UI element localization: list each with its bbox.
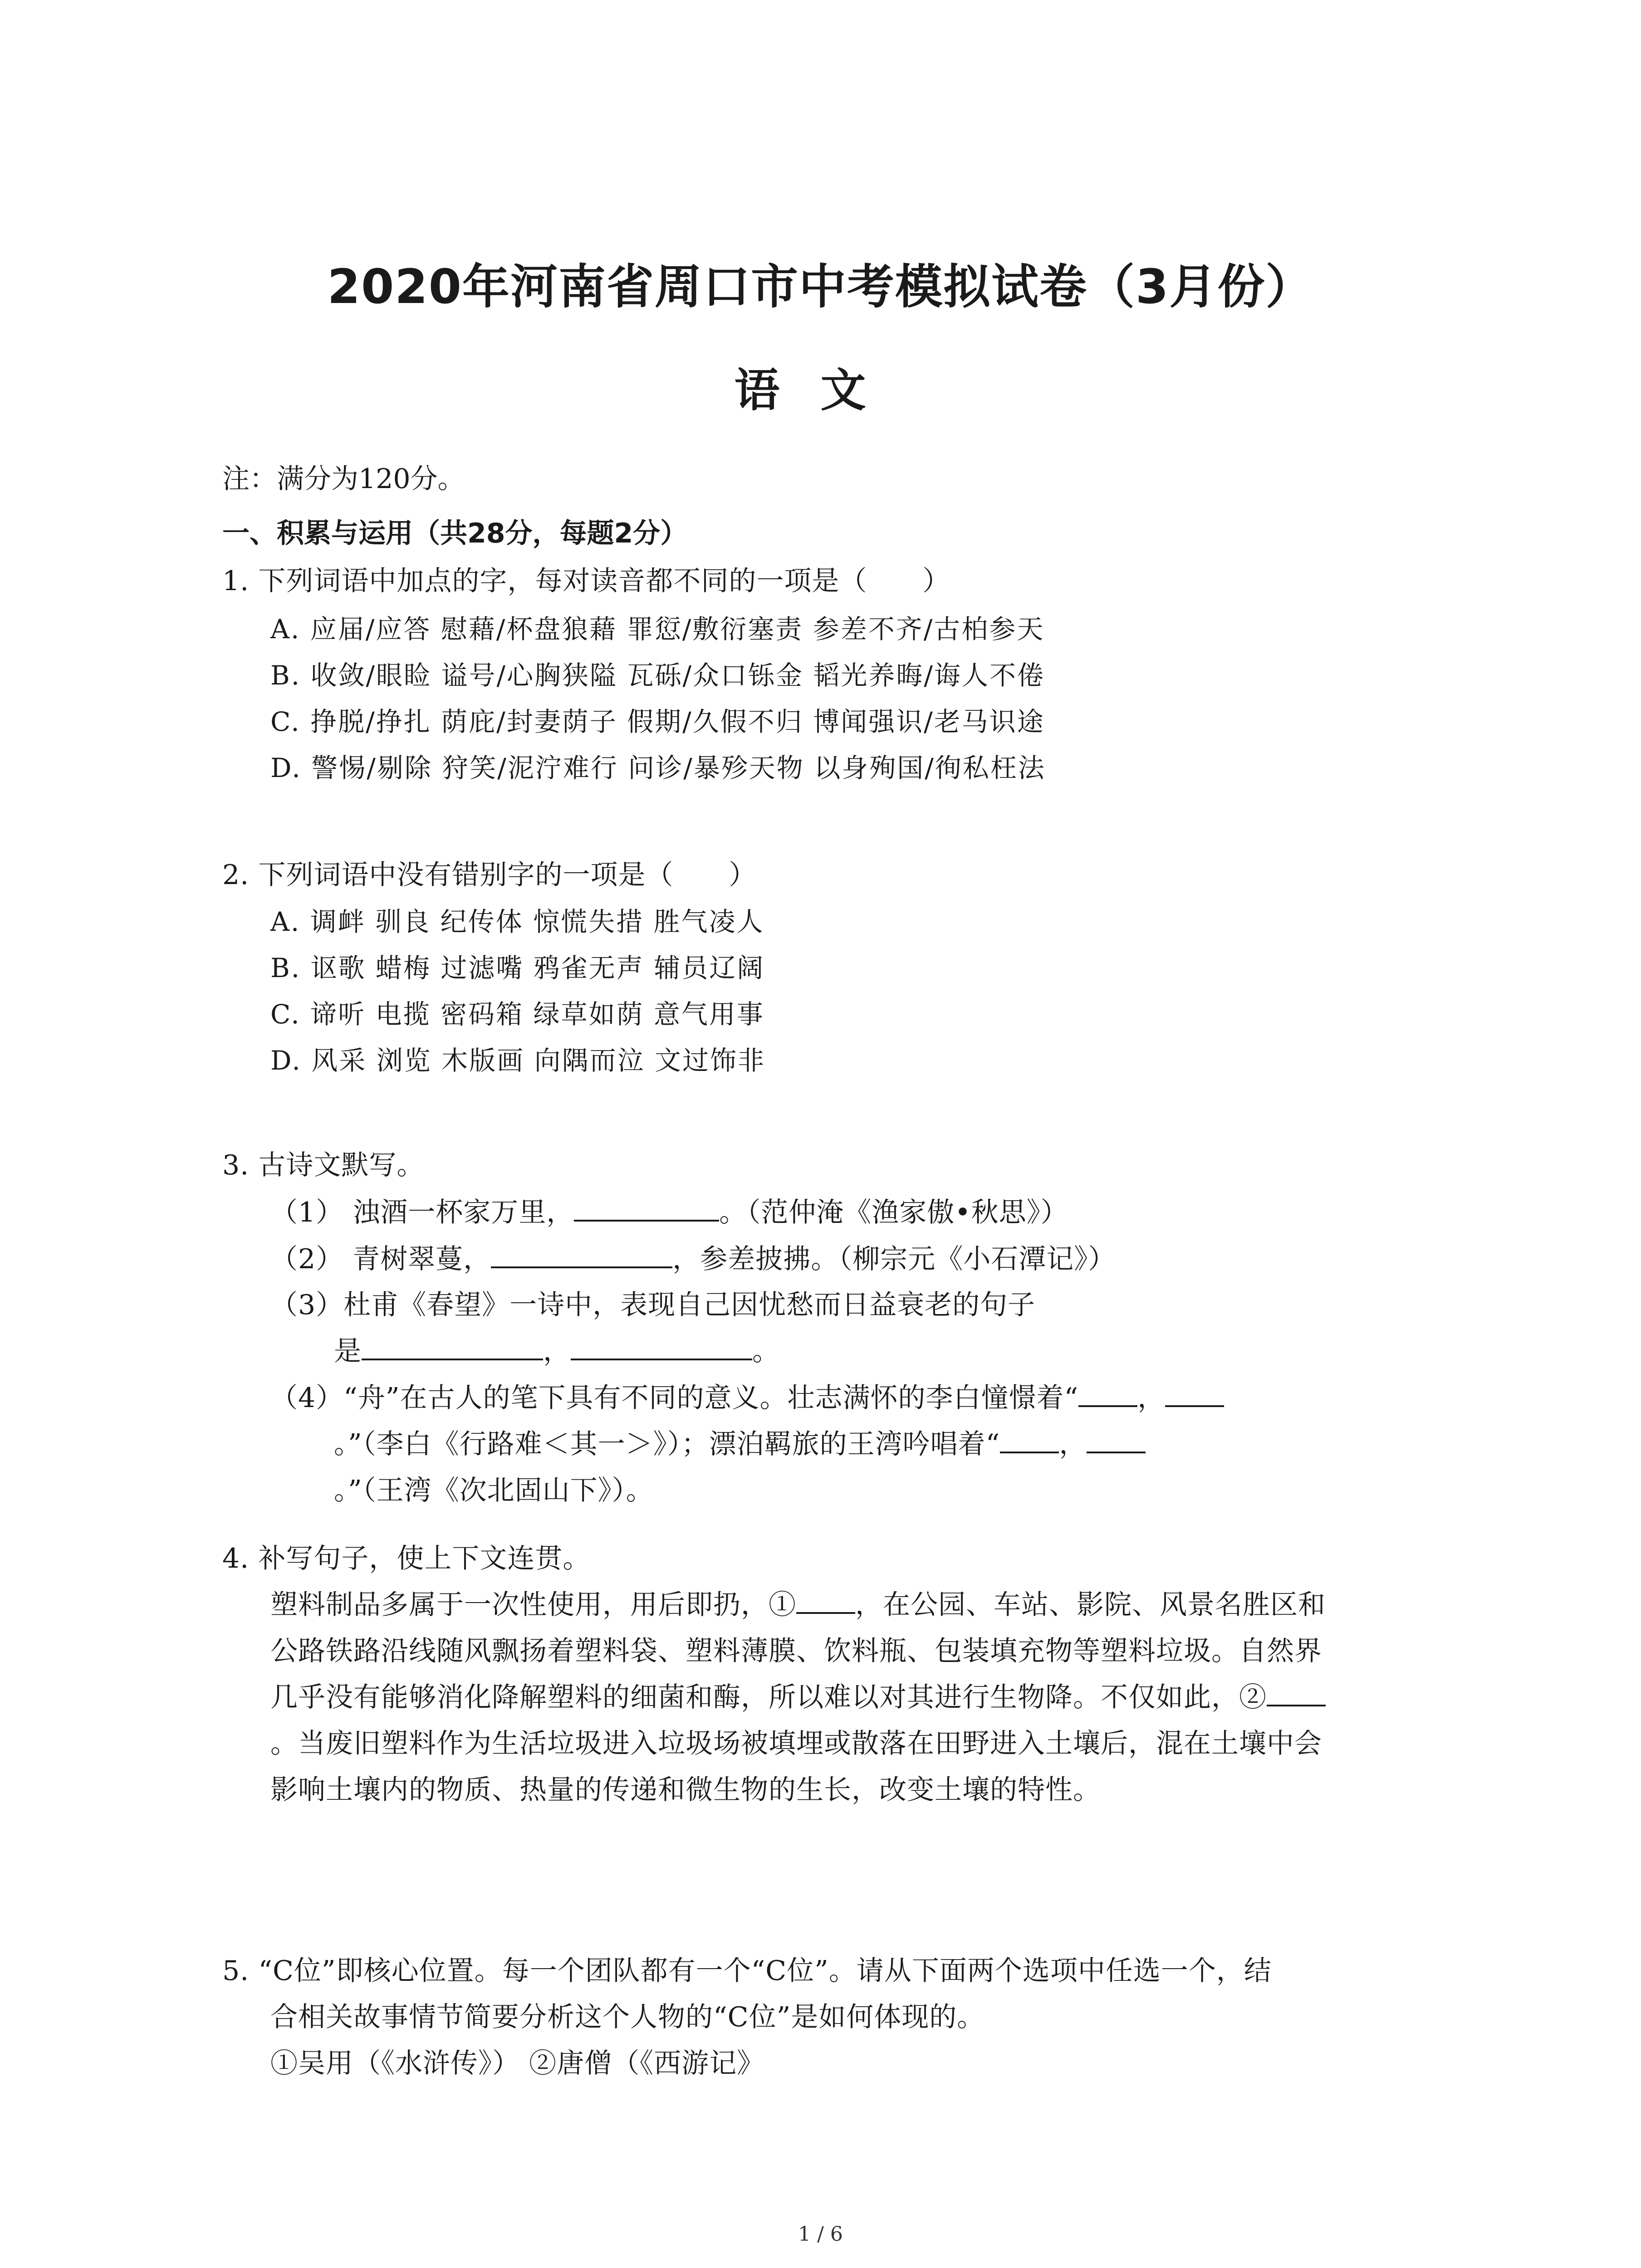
q3-item-1-text-b: 。（范仲淹《渔家傲•秋思》） [719, 1197, 1068, 1228]
q3-item-3-line2 [334, 1330, 780, 1369]
page-number: 1 / 6 [798, 2223, 843, 2246]
q4-line-3 [270, 1676, 1326, 1715]
q4-stem: 4. 补写句子，使上下文连贯。 [222, 1543, 591, 1574]
q4-line-3-text: 几乎没有能够消化降解塑料的细菌和酶，所以难以对其进行生物降。不仅如此，② [270, 1681, 1267, 1713]
q3-item-3-text-a: 是 [334, 1335, 362, 1367]
q3-blank-3a[interactable] [362, 1333, 543, 1360]
q4-blank-1[interactable] [796, 1587, 855, 1614]
q3-item-3-line1: （3）杜甫《春望》一诗中，表现自己因忧愁而日益衰老的句子 [270, 1289, 1036, 1321]
q3-blank-4b[interactable] [1165, 1380, 1224, 1407]
q3-item-4-line2 [334, 1422, 1146, 1461]
q4-blank-2[interactable] [1267, 1679, 1326, 1706]
q3-item-1 [270, 1191, 1068, 1230]
q2-option-d: D. 风采 浏览 木版画 向隅而泣 文过饰非 [270, 1045, 766, 1076]
exam-title: 2020年河南省周口市中考模拟试卷（3月份） [327, 259, 1314, 314]
q5-line-3: ①吴用（《水浒传》） ②唐僧（《西游记》 [270, 2048, 765, 2079]
q3-item-4-line1 [270, 1376, 1224, 1415]
q3-blank-4a[interactable] [1078, 1380, 1137, 1407]
q2-option-b: B. 讴歌 蜡梅 过滤嘴 鸦雀无声 辅员辽阔 [270, 953, 765, 983]
q3-blank-2[interactable] [491, 1241, 672, 1268]
q4-line-2: 公路铁路沿线随风飘扬着塑料袋、塑料薄膜、饮料瓶、包装填充物等塑料垃圾。自然界 [270, 1635, 1322, 1667]
q2-stem: 2. 下列词语中没有错别字的一项是（ ） [222, 859, 757, 891]
q3-item-1-text-a: （1） 浊酒一杯家万里， [270, 1197, 574, 1228]
q1-stem: 1. 下列词语中加点的字，每对读音都不同的一项是（ ） [222, 565, 950, 597]
q3-item-3-text-b: ， [543, 1335, 571, 1367]
q3-item-4-line3: 。”（王湾《次北固山下》）。 [334, 1475, 654, 1506]
q3-blank-4d[interactable] [1087, 1426, 1146, 1453]
q3-blank-1[interactable] [574, 1194, 719, 1222]
q1-option-b: B. 收敛/眼睑 谥号/心胸狭隘 瓦砾/众口铄金 韬光养晦/诲人不倦 [270, 660, 1045, 691]
q4-line-1-text-a: 塑料制品多属于一次性使用，用后即扔，① [270, 1589, 796, 1621]
q3-item-3-text-c: 。 [752, 1335, 780, 1367]
q3-blank-3b[interactable] [571, 1333, 752, 1360]
q1-option-d: D. 警惕/剔除 狩笑/泥泞难行 问诊/暴殄天物 以身殉国/徇私枉法 [270, 753, 1046, 783]
q3-item-4-text-a: （4）“舟”在古人的笔下具有不同的意义。壮志满怀的李白憧憬着“ [270, 1382, 1079, 1414]
q4-line-5: 影响土壤内的物质、热量的传递和微生物的生长，改变土壤的特性。 [270, 1774, 1101, 1806]
q5-line-2: 合相关故事情节简要分析这个人物的“C位”是如何体现的。 [270, 2001, 985, 2033]
subject-title: 语文 [734, 364, 907, 417]
q3-item-4-text-c: 。”（李白《行路难＜其一＞》）；漂泊羁旅的王湾吟唱着“ [334, 1428, 1000, 1460]
q4-line-1-text-b: ，在公园、车站、影院、风景名胜区和 [855, 1589, 1326, 1621]
q1-option-a: A. 应届/应答 慰藉/杯盘狼藉 罪愆/敷衍塞责 参差不齐/古柏参天 [270, 614, 1045, 645]
q3-item-4-text-d: ， [1059, 1428, 1087, 1460]
score-note: 注：满分为120分。 [222, 463, 465, 495]
q3-item-2 [270, 1237, 1116, 1276]
q5-line-1: 5. “C位”即核心位置。每一个团队都有一个“C位”。请从下面两个选项中任选一个，结 [222, 1955, 1272, 1987]
section-heading: 一、积累与运用（共28分，每题2分） [222, 518, 688, 549]
q3-item-2-text-a: （2） 青树翠蔓， [270, 1243, 491, 1275]
q4-line-4: 。当废旧塑料作为生活垃圾进入垃圾场被填埋或散落在田野进入土壤后，混在土壤中会 [270, 1728, 1322, 1760]
q3-stem: 3. 古诗文默写。 [222, 1149, 425, 1181]
q3-item-4-text-b: ， [1137, 1382, 1166, 1414]
q3-blank-4c[interactable] [1000, 1426, 1059, 1453]
q1-option-c: C. 挣脱/挣扎 荫庇/封妻荫子 假期/久假不归 博闻强识/老马识途 [270, 706, 1045, 737]
q2-option-a: A. 调衅 驯良 纪传体 惊慌失措 胜气凌人 [270, 906, 764, 937]
q4-line-1 [270, 1583, 1326, 1622]
q2-option-c: C. 谛听 电揽 密码箱 绿草如荫 意气用事 [270, 999, 764, 1030]
q3-item-2-text-b: ，参差披拂。（柳宗元《小石潭记》） [672, 1243, 1116, 1275]
